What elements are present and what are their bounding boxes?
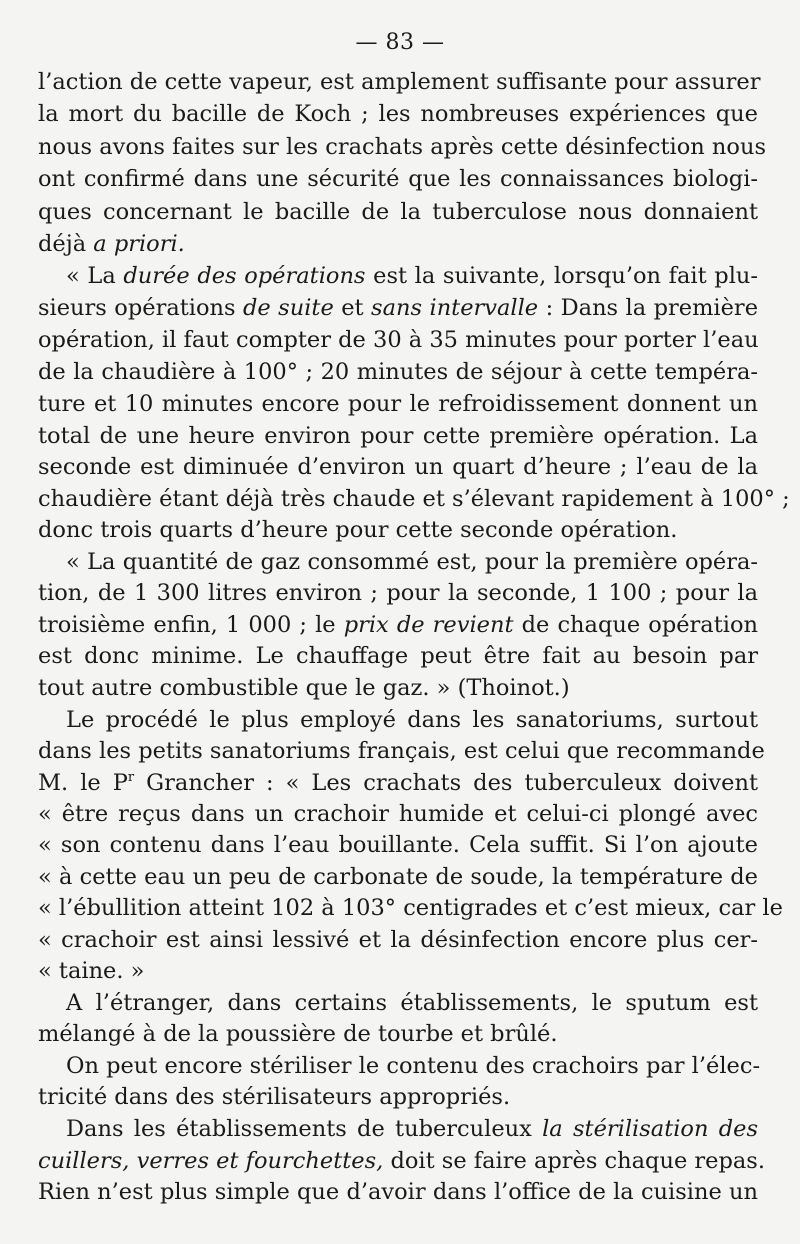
italic-text: a priori. (93, 231, 185, 257)
text-line: total de une heure environ pour cette première opération. La (38, 423, 758, 449)
text-line: nous avons faites sur les crachats après cette désinfection nous (38, 134, 767, 160)
text-line (38, 297, 758, 320)
italic-text: sans intervalle (371, 295, 539, 321)
text-span: de chaque opération (513, 612, 758, 638)
text-line: mélangé à de la poussière de tourbe et brûlé. (38, 1021, 558, 1047)
text-line: On peut encore stériliser le contenu des crachoirs par l’élec- (66, 1053, 761, 1079)
text-line (66, 265, 758, 288)
text-line: « La quantité de gaz consommé est, pour la première opéra- (66, 549, 758, 575)
text-line: « crachoir est ainsi lessivé et la désinfection encore plus cer- (38, 927, 758, 953)
superscript: r (127, 770, 135, 785)
text-span: est la suivante, lorsqu’on fait plu- (365, 263, 758, 289)
italic-text: la stérilisation des (542, 1116, 759, 1142)
text-line: l’action de cette vapeur, est amplement suffisante pour assurer (38, 69, 761, 95)
text-line: « à cette eau un peu de carbonate de soude, la température de (38, 864, 758, 890)
text-line: ont confirmé dans une sécurité que les connaissances biologi- (38, 166, 758, 192)
text-line: seconde est diminuée d’environ un quart d’heure ; l’eau de la (38, 454, 758, 480)
text-line: tricité dans des stérilisateurs appropriés. (38, 1084, 511, 1110)
text-span: déjà (38, 231, 94, 257)
text-line (38, 1148, 766, 1174)
italic-text: cuillers, verres et fourchettes, (38, 1148, 384, 1174)
italic-text: durée des opérations (123, 263, 366, 289)
text-line: « son contenu dans l’eau bouillante. Cela suffit. Si l’on ajoute (38, 832, 758, 858)
text-line: ture et 10 minutes encore pour le refroidissement donnent un (38, 391, 758, 417)
text-line: donc trois quarts d’heure pour cette seconde opération. (38, 517, 678, 543)
text-line: Rien n’est plus simple que d’avoir dans l’office de la cuisine un (38, 1179, 758, 1205)
text-line: ques concernant le bacille de la tuberculose nous donnaient (38, 199, 758, 225)
text-span: et (333, 295, 372, 321)
text-line: dans les petits sanatoriums français, est celui que recommande (38, 738, 765, 764)
text-span: M. le P (38, 770, 128, 796)
text-line: est donc minime. Le chauffage peut être fait au besoin par (38, 643, 758, 669)
text-line: la mort du bacille de Koch ; les nombreuses expériences que (38, 101, 758, 127)
italic-text: prix de revient (343, 612, 514, 638)
text-line (66, 1118, 758, 1141)
text-line: de la chaudière à 100° ; 20 minutes de séjour à cette tempéra- (38, 359, 758, 385)
text-line: tout autre combustible que le gaz. » (Thoinot.) (38, 675, 570, 701)
page-number: — 83 — (355, 30, 445, 55)
text-line: tion, de 1 300 litres environ ; pour la seconde, 1 100 ; pour la (38, 580, 758, 606)
text-line: chaudière étant déjà très chaude et s’élevant rapidement à 100° ; (38, 486, 790, 512)
text-line (38, 771, 758, 795)
text-line (38, 614, 758, 637)
text-span: « La (66, 263, 124, 289)
text-span: troisième enfin, 1 000 ; le (38, 612, 344, 638)
text-line: « être reçus dans un crachoir humide et celui-ci plongé avec (38, 801, 758, 827)
text-span: sieurs opérations (38, 295, 244, 321)
text-span: Dans les établissements de tuberculeux (66, 1116, 543, 1142)
italic-text: de suite (243, 295, 334, 321)
text-line (38, 233, 758, 256)
text-span: Grancher : « Les crachats des tuberculeux doivent (134, 770, 758, 796)
text-span: : Dans la première (538, 295, 759, 321)
text-line: A l’étranger, dans certains établissements, le sputum est (66, 990, 758, 1016)
text-line: « taine. » (38, 958, 145, 984)
text-line: « l’ébullition atteint 102 à 103° centigrades et c’est mieux, car le (38, 895, 783, 921)
text-line: Le procédé le plus employé dans les sanatoriums, surtout (66, 707, 758, 733)
text-span: doit se faire après chaque repas. (383, 1148, 766, 1174)
text-line: opération, il faut compter de 30 à 35 minutes pour porter l’eau (38, 327, 759, 353)
